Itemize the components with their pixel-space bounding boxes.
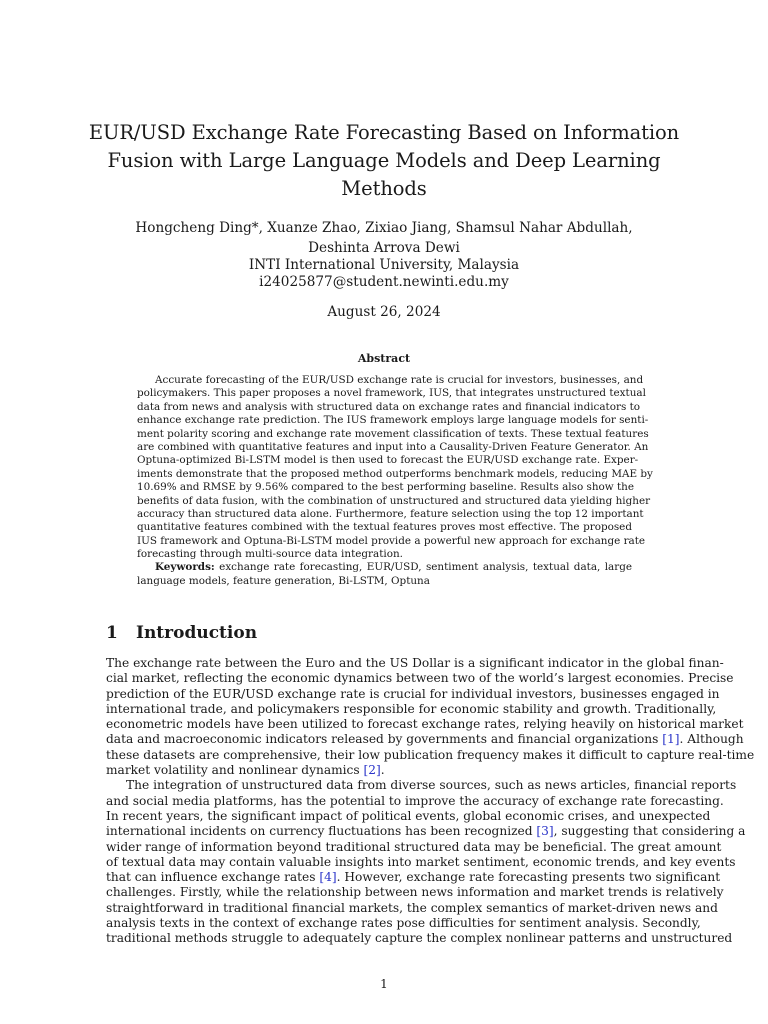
introduction-body bbox=[106, 656, 755, 947]
abstract-line: Accurate forecasting of the EUR/USD exchange rate is crucial for investors, businesses, and bbox=[155, 374, 644, 386]
body-line: and social media platforms, has the potential to improve the accuracy of exchange rate forecasting. bbox=[106, 793, 724, 808]
body-line: international trade, and policymakers responsible for economic stability and growth. Traditionally, bbox=[106, 701, 717, 716]
abstract-line: ment polarity scoring and exchange rate movement classification of texts. These textual features bbox=[137, 427, 649, 440]
keywords-line: language models, feature generation, Bi-LSTM, Optuna bbox=[137, 574, 430, 587]
citation-link[interactable]: [1] bbox=[662, 732, 680, 747]
citation-link[interactable]: [3] bbox=[536, 824, 554, 839]
section-title: Introduction bbox=[136, 623, 258, 643]
author-email: i24025877@student.newinti.edu.my bbox=[259, 274, 509, 290]
publication-date: August 26, 2024 bbox=[327, 304, 441, 320]
abstract-line: forecasting through multi-source data integration. bbox=[137, 548, 403, 561]
section-number: 1 bbox=[106, 623, 118, 643]
abstract-heading: Abstract bbox=[357, 352, 411, 365]
paper-title bbox=[60, 119, 708, 203]
abstract-line: policymakers. This paper proposes a novel framework, IUS, that integrates unstructured textual bbox=[137, 387, 646, 400]
body-text: data and macroeconomic indicators released by governments and financial organizations bbox=[106, 732, 663, 747]
keywords-line bbox=[137, 561, 632, 574]
title-line: Fusion with Large Language Models and Deep Learning bbox=[107, 149, 661, 172]
body-line: wider range of information beyond traditional structured data may be beneficial. The great amount bbox=[106, 839, 722, 854]
body-line: these datasets are comprehensive, their low publication frequency makes it difficult to capture real-time bbox=[106, 747, 755, 762]
abstract-line: Optuna-optimized Bi-LSTM model is then used to forecast the EUR/USD exchange rate. Exper- bbox=[137, 454, 639, 467]
body-line bbox=[106, 763, 661, 778]
body-line bbox=[106, 870, 721, 885]
body-line: analysis texts in the context of exchange rates pose difficulties for sentiment analysis. Secondly, bbox=[106, 916, 701, 931]
body-text: market volatility and nonlinear dynamics bbox=[106, 763, 364, 778]
abstract-line: are combined with quantitative features and input into a Causality-Driven Feature Generator. An bbox=[137, 440, 649, 453]
body-text: . Although bbox=[679, 732, 744, 747]
abstract-line: 10.69% and RMSE by 9.56% compared to the best performing baseline. Results also show the bbox=[137, 481, 634, 494]
body-line: The exchange rate between the Euro and the US Dollar is a significant indicator in the global finan- bbox=[106, 656, 724, 670]
page-number: 1 bbox=[380, 977, 388, 991]
abstract-line: IUS framework and Optuna-Bi-LSTM model provide a powerful new approach for exchange rate bbox=[137, 534, 646, 547]
body-line: of textual data may contain valuable insights into market sentiment, economic trends, and key events bbox=[106, 854, 736, 869]
citation-link[interactable]: [2] bbox=[363, 763, 381, 778]
body-line bbox=[106, 732, 744, 747]
author-list-line: Deshinta Arrova Dewi bbox=[308, 240, 460, 256]
abstract-line: enhance exchange rate prediction. The IUS framework employs large language models for senti- bbox=[137, 414, 649, 427]
keywords-label: Keywords: bbox=[155, 561, 215, 574]
body-text: , suggesting that considering a bbox=[553, 824, 746, 839]
body-line: challenges. Firstly, while the relationship between news information and market trends is relatively bbox=[106, 885, 724, 900]
body-line: straightforward in traditional financial markets, the complex semantics of market-driven news and bbox=[106, 900, 718, 915]
body-text: international incidents on currency fluctuations has been recognized bbox=[106, 824, 537, 839]
body-line: In recent years, the significant impact of political events, global economic crises, and unexpected bbox=[106, 808, 711, 823]
section-heading bbox=[106, 622, 257, 644]
abstract-line: benefits of data fusion, with the combination of unstructured and structured data yielding higher bbox=[137, 494, 651, 507]
keywords-text: exchange rate forecasting, EUR/USD, sentiment analysis, textual data, large bbox=[219, 561, 632, 574]
body-text: that can influence exchange rates bbox=[106, 870, 320, 885]
body-line: The integration of unstructured data from diverse sources, such as news articles, financial reports bbox=[126, 778, 737, 793]
title-line: EUR/USD Exchange Rate Forecasting Based on Information bbox=[88, 121, 680, 144]
abstract-line: accuracy than structured data alone. Furthermore, feature selection using the top 12 important bbox=[137, 507, 644, 520]
body-line: econometric models have been utilized to forecast exchange rates, relying heavily on historical market bbox=[106, 717, 744, 732]
body-text: . However, exchange rate forecasting presents two significant bbox=[336, 870, 721, 885]
title-line: Methods bbox=[341, 177, 427, 200]
body-line: cial market, reflecting the economic dynamics between two of the world’s largest economies. Precise bbox=[106, 671, 734, 686]
abstract-body bbox=[137, 374, 653, 588]
body-line bbox=[106, 824, 746, 839]
body-line: traditional methods struggle to adequately capture the complex nonlinear patterns and unstructured bbox=[106, 931, 733, 946]
author-list-line: Hongcheng Ding*, Xuanze Zhao, Zixiao Jiang, Shamsul Nahar Abdullah, bbox=[135, 220, 633, 236]
body-line: prediction of the EUR/USD exchange rate is crucial for individual investors, businesses engaged in bbox=[106, 686, 720, 701]
abstract-line: quantitative features combined with the textual features proves most effective. The proposed bbox=[137, 521, 632, 534]
affiliation: INTI International University, Malaysia bbox=[248, 257, 520, 273]
abstract-line: iments demonstrate that the proposed method outperforms benchmark models, reducing MAE by bbox=[137, 467, 653, 480]
citation-link[interactable]: [4] bbox=[319, 870, 337, 885]
body-text: . bbox=[380, 763, 385, 778]
abstract-line: data from news and analysis with structured data on exchange rates and financial indicators to bbox=[137, 400, 641, 413]
